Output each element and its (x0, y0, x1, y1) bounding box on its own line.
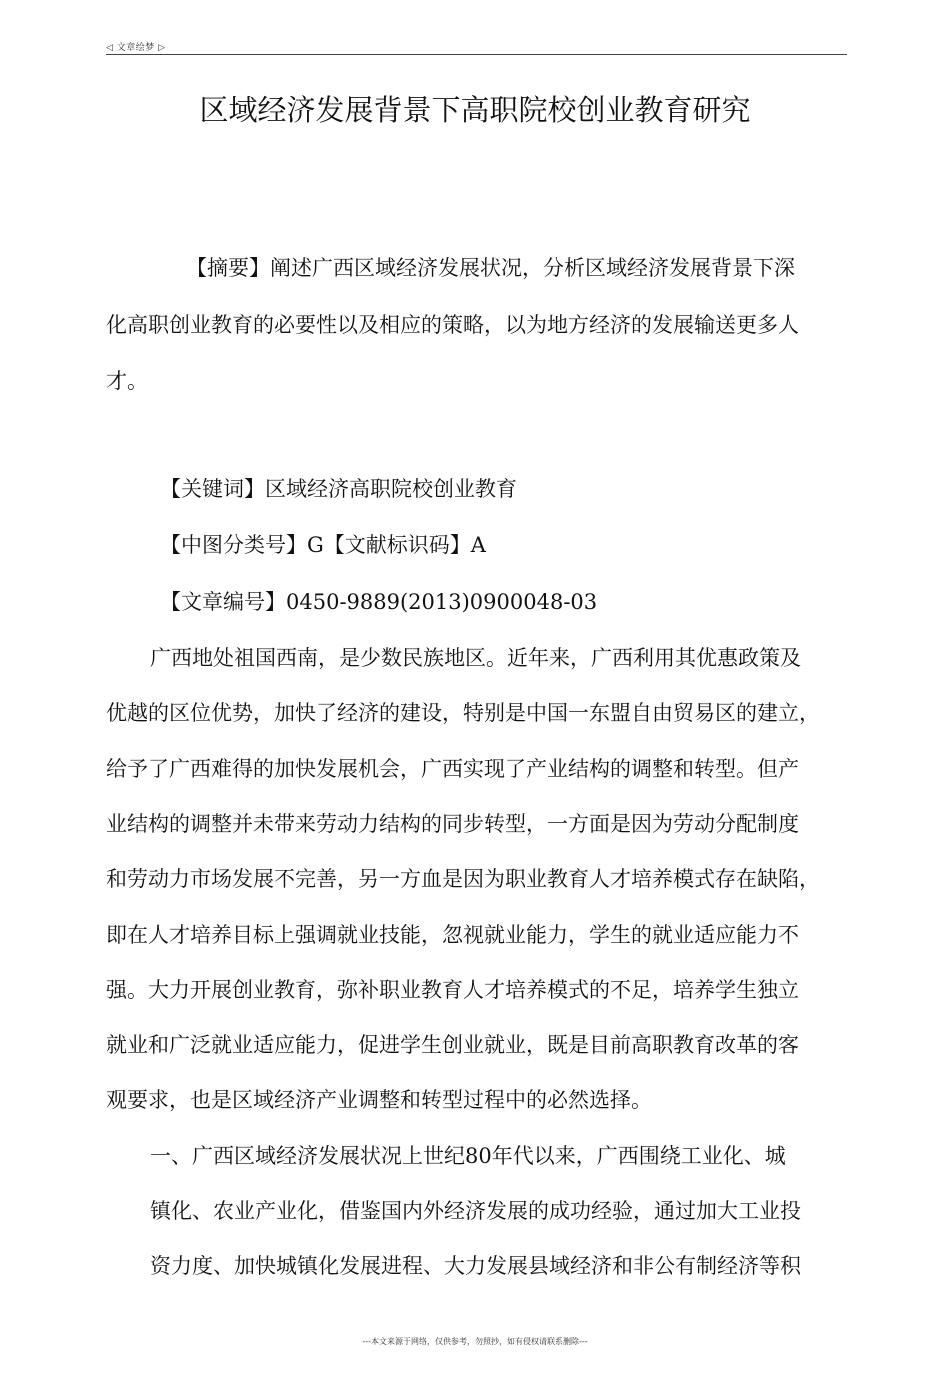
section-line: 资力度、加快城镇化发展进程、大力发展县域经济和非公有制经济等积 (150, 1254, 801, 1278)
body-line: 给予了广西难得的加快发展机会，广西实现了产业结构的调整和转型。但产 (106, 757, 799, 781)
body-line: 观要求，也是区域经济产业调整和转型过程中的必然选择。 (106, 1088, 652, 1112)
section-line: 镇化、农业产业化，借鉴国内外经济发展的成功经验，通过加大工业投 (150, 1199, 801, 1223)
body-line: 业结构的调整并未带来劳动力结构的同步转型，一方面是因为劳动分配制度 (106, 812, 799, 836)
article-number-line: 【文章编号】0450-9889(2013)0900048-03 (160, 590, 598, 614)
abstract-line: 化高职创业教育的必要性以及相应的策略，以为地方经济的发展输送更多人 (106, 313, 799, 337)
footer-note: ---本文来源于网络，仅供参考，勿照抄，如有侵权请联系删除--- (362, 1337, 588, 1346)
body-line: 和劳动力市场发展不完善，另一方血是因为职业教育人才培养模式存在缺陷， (106, 867, 820, 891)
keywords-line: 【关键词】区域经济高职院校创业教育 (160, 477, 517, 501)
body-line: 广西地处祖国西南，是少数民族地区。近年来，广西利用其优惠政策及 (150, 646, 801, 670)
section-line: 一、广西区域经济发展状况上世纪80年代以来，广西围绕工业化、城 (150, 1144, 786, 1168)
header-label: ◁ 文章绘梦 ▷ (106, 43, 166, 53)
header-divider (106, 54, 847, 55)
body-line: 即在人才培养目标上强调就业技能，忽视就业能力，学生的就业适应能力不 (106, 923, 799, 947)
body-line: 就业和广泛就业适应能力，促进学生创业就业，既是目前高职教育改革的客 (106, 1033, 799, 1057)
body-line: 优越的区位优势，加快了经济的建设，特别是中国一东盟自由贸易区的建立， (106, 701, 820, 725)
abstract-line: 【摘要】阐述广西区域经济发展状况，分析区域经济发展背景下深 (186, 256, 795, 280)
classification-line: 【中图分类号】G【文献标识码】A (160, 533, 486, 557)
body-line: 强。大力开展创业教育，弥补职业教育人才培养模式的不足，培养学生独立 (106, 978, 799, 1002)
document-title: 区域经济发展背景下高职院校创业教育研究 (199, 93, 751, 127)
abstract-line: 才。 (106, 369, 148, 393)
